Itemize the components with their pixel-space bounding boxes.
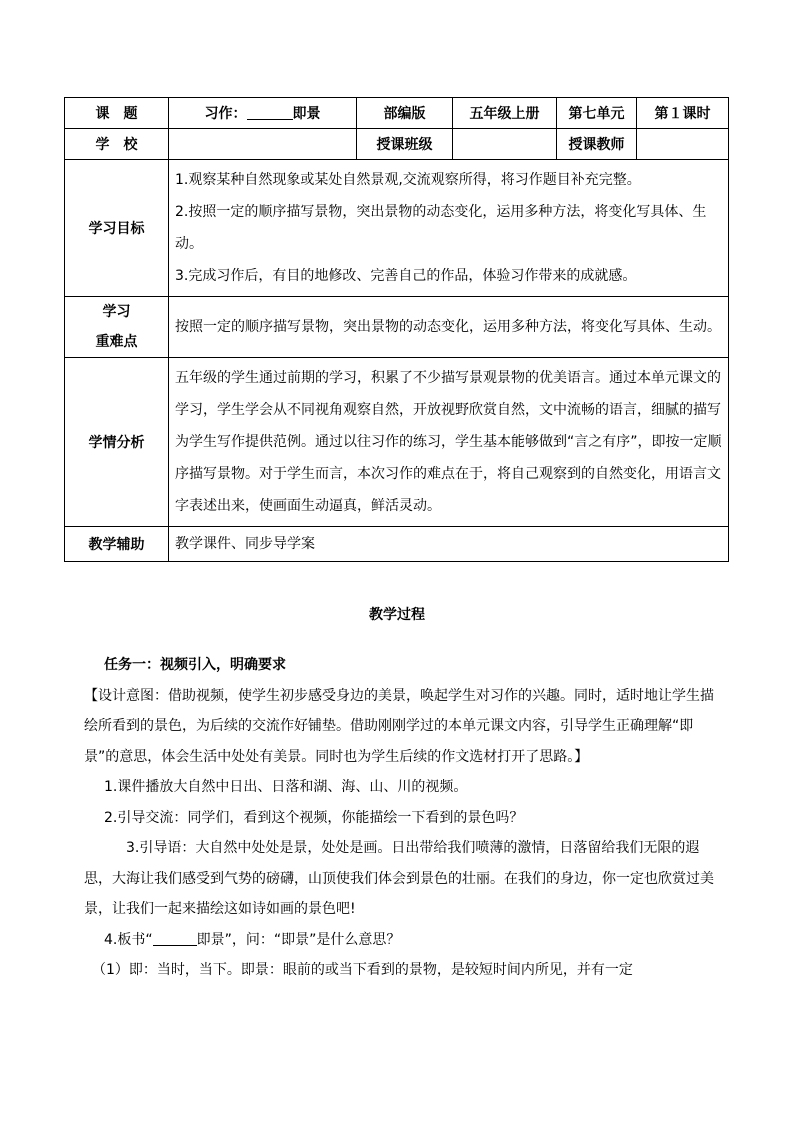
key-points-label-line2: 重难点	[95, 334, 138, 350]
lesson-title	[169, 98, 357, 129]
teacher-value	[637, 129, 729, 160]
step4-blank	[153, 931, 197, 946]
step-item	[84, 925, 724, 956]
teacher-label: 授课教师	[557, 129, 637, 160]
step4-prefix: 4.板书“	[104, 931, 153, 948]
process-title: 教学过程	[369, 607, 425, 623]
analysis-text: 五年级的学生通过前期的学习，积累了不少描写景观景物的优美语言。通过本单元课文的学习，学生学会从不同视角观察自然，开放视野欣赏自然，文中流畅的语言，细腻的描写为学生写作提供范例。通过以往习作的练习，学生基本能够做到“言之有序”，即按一定顺序描写景物。对于学生而言，本次习作的难点在于，将自己观察到的自然变化，用语言文字表述出来，使画面生动逼真，鲜活灵动。	[169, 358, 729, 527]
title-blank	[247, 105, 293, 120]
lesson-info-table	[64, 97, 729, 562]
aids-text: 教学课件、同步导学案	[169, 527, 729, 562]
school-row	[65, 129, 729, 160]
key-points-label-line1: 学习	[102, 304, 131, 320]
title-prefix: 习作：	[204, 106, 247, 122]
topic-label: 课 题	[65, 98, 169, 129]
class-value	[453, 129, 557, 160]
process-body	[84, 650, 724, 986]
step-item: 2.引导交流：同学们，看到这个视频，你能描绘一下看到的景色吗？	[104, 809, 524, 826]
step-subitem: （1）即：当时，当下。即景：眼前的或当下看到的景物，是较短时间内所见，并有一定	[92, 962, 633, 978]
step4-suffix: 即景”，问：“即景”是什么意思？	[196, 931, 401, 948]
goal-item: 3.完成习作后，有目的地修改、完善自己的作品，体验习作带来的成就感。	[175, 268, 637, 284]
analysis-row	[65, 358, 729, 527]
step-item: 1.课件播放大自然中日出、日落和湖、海、山、川的视频。	[104, 779, 468, 795]
unit: 第七单元	[557, 98, 637, 129]
step-item: 3.引导语：大自然中处处是景，处处是画。日出带给我们喷薄的激情，日落留给我们无限的遐思，大海让我们感受到气势的磅礴，山顶使我们体会到景色的壮丽。在我们的身边，你一定也欣赏过美景，让我们一起来描绘这如诗如画的景色吧!	[84, 840, 714, 917]
analysis-label: 学情分析	[65, 358, 169, 527]
key-points-text: 按照一定的顺序描写景物，突出景物的动态变化，运用多种方法，将变化写具体、生动。	[169, 297, 729, 358]
title-suffix: 即景	[292, 106, 321, 122]
header-row	[65, 98, 729, 129]
key-points-label	[65, 297, 169, 358]
goals-row	[65, 160, 729, 297]
goal-item: 1.观察某种自然现象或某处自然景观,交流观察所得，将习作题目补充完整。	[175, 172, 641, 188]
key-points-row	[65, 297, 729, 358]
aids-row	[65, 527, 729, 562]
aids-label: 教学辅助	[65, 527, 169, 562]
design-intent: 【设计意图：借助视频，使学生初步感受身边的美景，唤起学生对习作的兴趣。同时，适时地让学生描绘所看到的景色，为后续的交流作好铺垫。借助刚刚学过的本单元课文内容，引导学生正确理解“即景”的意思，体会生活中处处有美景。同时也为学生后续的作文选材打开了思路。】	[84, 687, 714, 765]
goals-label: 学习目标	[65, 160, 169, 297]
class-label: 授课班级	[357, 129, 453, 160]
edition: 部编版	[357, 98, 453, 129]
school-label: 学 校	[65, 129, 169, 160]
task-heading: 任务一：视频引入，明确要求	[104, 657, 286, 673]
grade: 五年级上册	[453, 98, 557, 129]
school-value	[169, 129, 357, 160]
goal-item: 2.按照一定的顺序描写景物，突出景物的动态变化，运用多种方法，将变化写具体、生动。	[175, 204, 707, 252]
lesson-number: 第１课时	[637, 98, 729, 129]
goals-content	[169, 160, 729, 297]
